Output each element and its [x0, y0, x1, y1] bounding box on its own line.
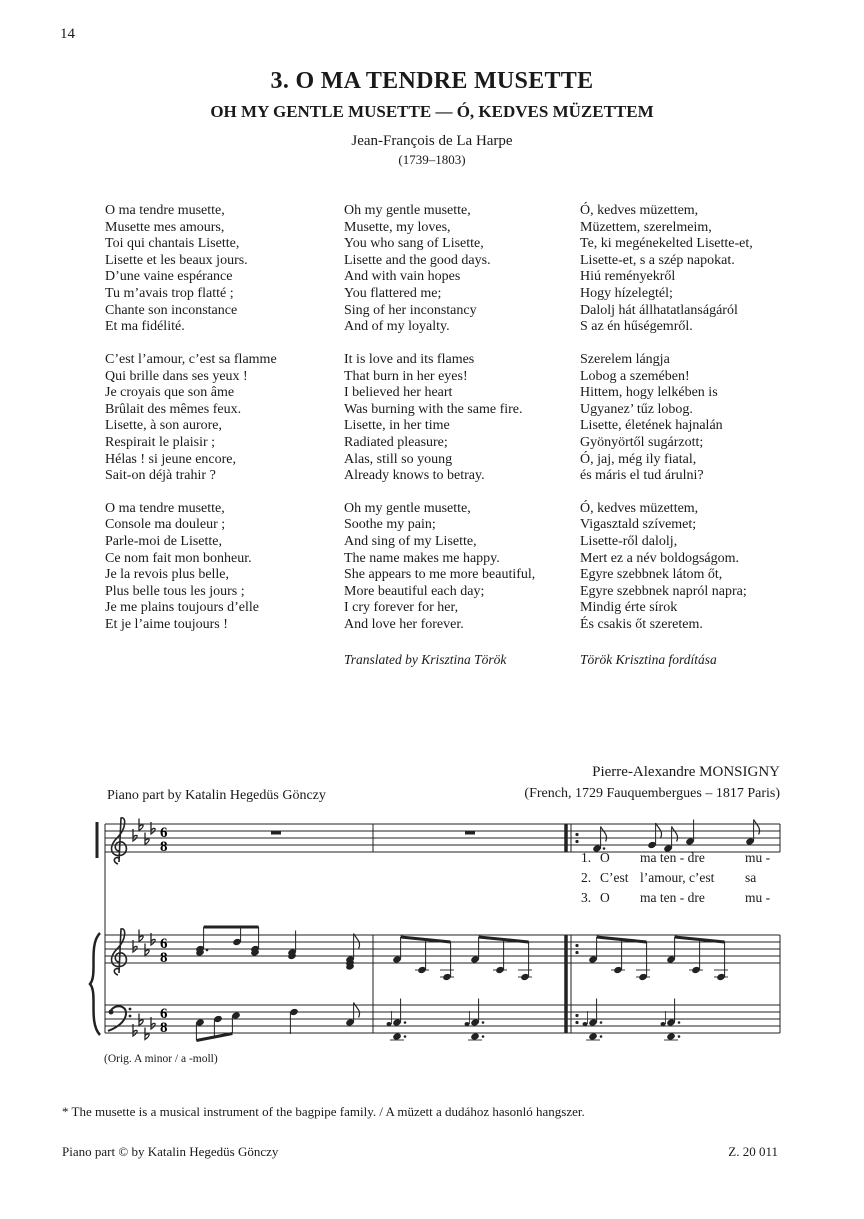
poem-line: Respirait le plaisir ;	[105, 434, 216, 450]
poem-line: It is love and its flames	[344, 351, 475, 367]
repeat-dot	[575, 840, 578, 843]
grace-note	[387, 1022, 392, 1026]
lyric-syllable: mu -	[745, 850, 771, 865]
note-flag	[354, 934, 360, 949]
note-flag	[754, 820, 760, 835]
poem-line: Chante son inconstance	[105, 302, 238, 318]
original-key-note: (Orig. A minor / a -moll)	[104, 1053, 218, 1065]
english-translation-credit: Translated by Krisztina Török	[344, 652, 507, 667]
poem-line: Musette, my loves,	[344, 219, 451, 235]
dot	[600, 1021, 603, 1024]
dot	[404, 1021, 407, 1024]
repeat-dot	[575, 1021, 578, 1024]
poem-line: És csakis őt szeretem.	[580, 617, 703, 633]
poem-line: And love her forever.	[344, 617, 464, 633]
treble-clef-icon	[112, 929, 127, 975]
whole-rest	[465, 831, 475, 835]
poem-line: I believed her heart	[344, 385, 453, 401]
poem-line: Ó, kedves müzettem,	[580, 500, 699, 516]
flat-icon	[139, 819, 143, 831]
lyric-syllable: ma ten - dre	[640, 890, 705, 905]
catalog-number: Z. 20 011	[728, 1144, 778, 1159]
time-signature-bottom: 8	[160, 950, 168, 966]
poem-line: Musette mes amours,	[105, 219, 225, 235]
repeat-dot	[575, 944, 578, 947]
treble-clef-icon	[112, 818, 127, 864]
poem-line: O ma tendre musette,	[105, 203, 225, 218]
lyric-syllable: O	[600, 850, 610, 865]
poem-line: The name makes me happy.	[344, 550, 500, 566]
poem-line: Lisette and the good days.	[344, 252, 491, 268]
time-signature-top: 6	[160, 936, 168, 952]
poem-line: You flattered me;	[344, 285, 442, 301]
dot	[482, 1035, 485, 1038]
dot	[206, 949, 209, 952]
flat-icon	[139, 1014, 143, 1026]
poem-line: Ce nom fait mon bonheur.	[105, 550, 252, 566]
poem-line: Te, ki megénekelted Lisette-et,	[580, 236, 753, 252]
poem-line: Hogy hízelegtél;	[580, 285, 673, 301]
poem-line: Szerelem lángja	[580, 351, 670, 367]
poem-line: Lisette, életének hajnalán	[580, 418, 723, 434]
poem-line: Vigasztald szívemet;	[580, 517, 697, 533]
piano-part-credit: Piano part by Katalin Hegedüs Gönczy	[107, 788, 326, 803]
dot	[600, 1035, 603, 1038]
verse-number: 1.	[581, 850, 592, 865]
lyric-syllable: l’amour, c’est	[640, 870, 715, 885]
poem-line: S az én hűségemről.	[580, 319, 693, 335]
poem-line: C’est l’amour, c’est sa flamme	[105, 351, 277, 367]
poem-line: Gyönyörtől sugárzott;	[580, 434, 704, 450]
repeat-dot	[575, 833, 578, 836]
poem-line: Dalolj hát állhatatlanságáról	[580, 302, 738, 318]
note-flag	[601, 827, 607, 842]
notehead	[666, 1032, 676, 1040]
poem-line: That burn in her eyes!	[344, 368, 468, 384]
poem-line: Oh my gentle musette,	[344, 203, 471, 218]
poem-line: Mert ez a név boldogságom.	[580, 550, 740, 566]
poem-line: Je la revois plus belle,	[105, 567, 230, 583]
poem-line: Qui brille dans ses yeux !	[105, 368, 248, 384]
poem-line: O ma tendre musette,	[105, 500, 225, 516]
time-signature-bottom: 8	[160, 839, 168, 855]
poem-line: Console ma douleur ;	[105, 517, 226, 533]
poem-line: Already knows to betray.	[344, 468, 485, 484]
poem-line: Lisette, à son aurore,	[105, 418, 223, 434]
flat-icon	[139, 930, 143, 942]
poem-line: Parle-moi de Lisette,	[105, 534, 223, 550]
bass-clef-icon	[109, 1010, 114, 1015]
notehead	[470, 1032, 480, 1040]
poem-line: And of my loyalty.	[344, 319, 450, 335]
poem-line: Lisette-ről dalolj,	[580, 534, 678, 550]
dot	[404, 1035, 407, 1038]
poet-name: Jean-François de La Harpe	[351, 133, 513, 149]
poem-line: Je croyais que son âme	[105, 385, 235, 401]
note-flag	[672, 827, 678, 842]
dot	[482, 1021, 485, 1024]
song-title: 3. O MA TENDRE MUSETTE	[270, 68, 594, 94]
poem-line: Ó, kedves müzettem,	[580, 203, 699, 218]
grace-note	[465, 1022, 470, 1026]
repeat-dot	[575, 951, 578, 954]
poem-line: Plus belle tous les jours ;	[105, 583, 245, 599]
verse-number: 2.	[581, 870, 592, 885]
flat-icon	[145, 944, 149, 956]
repeat-dot	[575, 1014, 578, 1017]
page-number: 14	[60, 26, 75, 42]
poem-line: And with vain hopes	[344, 269, 461, 285]
poem-line: és máris el tud árulni?	[580, 468, 704, 484]
song-subtitle: OH MY GENTLE MUSETTE — Ó, KEDVES MÜZETTEM	[210, 102, 654, 121]
poem-line: Ugyanez’ tűz lobog.	[580, 401, 693, 417]
poem-line: Müzettem, szerelmeim,	[580, 219, 712, 235]
poem-line: Hiú reményekről	[580, 269, 676, 285]
poem-line: Et ma fidélité.	[105, 319, 185, 335]
poem-line: Lobog a szemében!	[580, 368, 690, 384]
poem-line: Toi qui chantais Lisette,	[105, 236, 240, 252]
poem-line: Mindig érte sírok	[580, 600, 678, 616]
poem-line: Sait-on déjà trahir ?	[105, 468, 216, 484]
time-signature-bottom: 8	[160, 1020, 168, 1036]
lyric-syllable: O	[600, 890, 610, 905]
poem-line: D’une vaine espérance	[105, 269, 233, 285]
poem-line: Hittem, hogy lelkében is	[580, 385, 718, 401]
composer-name: Pierre-Alexandre MONSIGNY	[592, 764, 780, 780]
poem-line: Lisette-et, s a szép napokat.	[580, 252, 735, 268]
poem-line: And sing of my Lisette,	[344, 534, 477, 550]
poet-dates: (1739–1803)	[398, 152, 466, 167]
flat-icon	[145, 833, 149, 845]
footnote: * The musette is a musical instrument of the bagpipe family. / A müzett a dudához hasonló hangszer.	[62, 1104, 585, 1119]
time-signature-top: 6	[160, 1006, 168, 1022]
poem-line: Soothe my pain;	[344, 517, 436, 533]
poem-line: Ó, jaj, még ily fiatal,	[580, 451, 697, 467]
notehead	[588, 1032, 598, 1040]
poem-line: Radiated pleasure;	[344, 434, 448, 450]
dot	[678, 1021, 681, 1024]
poem-line: She appears to me more beautiful,	[344, 567, 536, 583]
whole-rest	[271, 831, 281, 835]
piano-brace	[90, 933, 100, 1035]
poem-line: More beautiful each day;	[344, 583, 485, 599]
poem-line: Et je l’aime toujours !	[105, 617, 228, 633]
notehead	[392, 1032, 402, 1040]
grace-note	[583, 1022, 588, 1026]
poem-line: Was burning with the same fire.	[344, 401, 523, 417]
poem-line: Tu m’avais trop flatté ;	[105, 285, 234, 301]
grace-note	[661, 1022, 666, 1026]
bass-clef-icon	[129, 1015, 132, 1018]
poem-line: You who sang of Lisette,	[344, 236, 484, 252]
poem-line: Oh my gentle musette,	[344, 500, 471, 516]
poem-line: Egyre szebbnek látom őt,	[580, 567, 723, 583]
flat-icon	[145, 1028, 149, 1040]
lyric-syllable: sa	[745, 870, 757, 885]
poem-line: Egyre szebbnek napról napra;	[580, 583, 747, 599]
note-flag	[656, 823, 662, 838]
poem-line: Brûlait des mêmes feux.	[105, 401, 242, 417]
dot	[678, 1035, 681, 1038]
lyric-syllable: ma ten - dre	[640, 850, 705, 865]
lyric-syllable: C’est	[600, 870, 629, 885]
poem-line: Lisette et les beaux jours.	[105, 252, 248, 268]
poem-line: Lisette, in her time	[344, 418, 450, 434]
verse-number: 3.	[581, 890, 592, 905]
hungarian-translation-credit: Török Krisztina fordítása	[580, 652, 717, 667]
poem-line: I cry forever for her,	[344, 600, 459, 616]
poem-line: Je me plains toujours d’elle	[105, 600, 259, 616]
poem-line: Alas, still so young	[344, 451, 453, 467]
footer-copyright: Piano part © by Katalin Hegedüs Gönczy	[62, 1144, 279, 1159]
poem-line: Sing of her inconstancy	[344, 302, 477, 318]
bass-clef-icon	[129, 1008, 132, 1011]
composer-info: (French, 1729 Fauquembergues – 1817 Paris)	[524, 786, 780, 801]
lyric-syllable: mu -	[745, 890, 771, 905]
time-signature-top: 6	[160, 825, 168, 841]
poem-line: Hélas ! si jeune encore,	[105, 451, 236, 467]
